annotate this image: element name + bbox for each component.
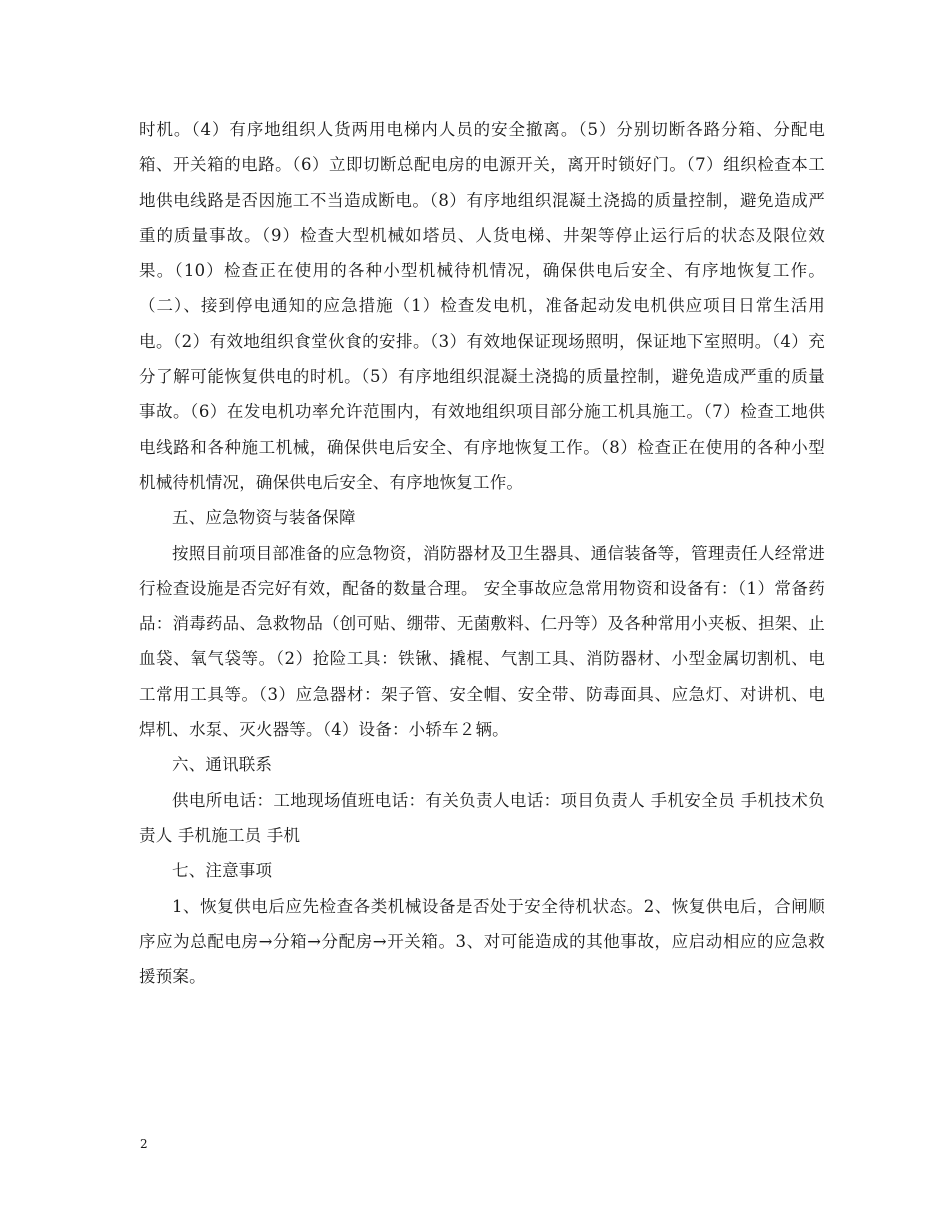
paragraph-power-outage-measures: 时机。（4）有序地组织人货两用电梯内人员的安全撤离。（5）分别切断各路分箱、分配电箱、开关箱的电路。（6）立即切断总配电房的电源开关，离开时锁好门。（7）组织检查本工地供电线路是否因施工不当造成断电。（8）有序地组织混凝土浇捣的质量控制，避免造成严重的质量事故。（9）检查大型机械如塔员、人货电梯、井架等停止运行后的状态及限位效果。（10）检查正在使用的各种小型机械待机情况，确保供电后安全、有序地恢复工作。（二）、接到停电通知的应急措施（1）检查发电机，准备起动发电机供应项目日常生活用电。（2）有效地组织食堂伙食的安排。（3）有效地保证现场照明，保证地下室照明。（4）充分了解可能恢复供电的时机。（5）有序地组织混凝土浇捣的质量控制，避免造成严重的质量事故。（6）在发电机功率允许范围内，有效地组织项目部分施工机具施工。（7）检查工地供电线路和各种施工机械，确保供电后安全、有序地恢复工作。（8）检查正在使用的各种小型机械待机情况，确保供电后安全、有序地恢复工作。: [139, 120, 825, 492]
paragraph-emergency-supplies: 按照目前项目部准备的应急物资，消防器材及卫生器具、通信装备等，管理责任人经常进行检查设施是否完好有效，配备的数量合理。 安全事故应急常用物资和设备有：（1）常备药品：消毒药品、急救物品（创可贴、绷带、无菌敷料、仁丹等）及各种常用小夹板、担架、止血袋、氧气袋等。（2）抢险工具：铁锹、撬棍、气割工具、消防器材、小型金属切割机、电工常用工具等。（3）应急器材：架子管、安全帽、安全带、防毒面具、应急灯、对讲机、电焊机、水泵、灭火器等。（4）设备：小轿车２辆。: [139, 543, 825, 740]
section-heading-precautions: 七、注意事项: [172, 861, 273, 881]
paragraph-communication-contacts: 供电所电话：工地现场值班电话：有关负责人电话：项目负责人 手机安全员 手机技术负责人 手机施工员 手机: [139, 790, 825, 845]
page-number: 2: [140, 1137, 148, 1151]
section-heading-communication: 六、通讯联系: [172, 755, 273, 775]
paragraph-precautions: 1、恢复供电后应先检查各类机械设备是否处于安全待机状态。2、恢复供电后，合闸顺序应为总配电房→分箱→分配房→开关箱。3、对可能造成的其他事故，应启动相应的应急救援预案。: [139, 896, 825, 987]
document-body: [139, 112, 825, 994]
section-heading-emergency-supplies: 五、应急物资与装备保障: [172, 508, 356, 528]
